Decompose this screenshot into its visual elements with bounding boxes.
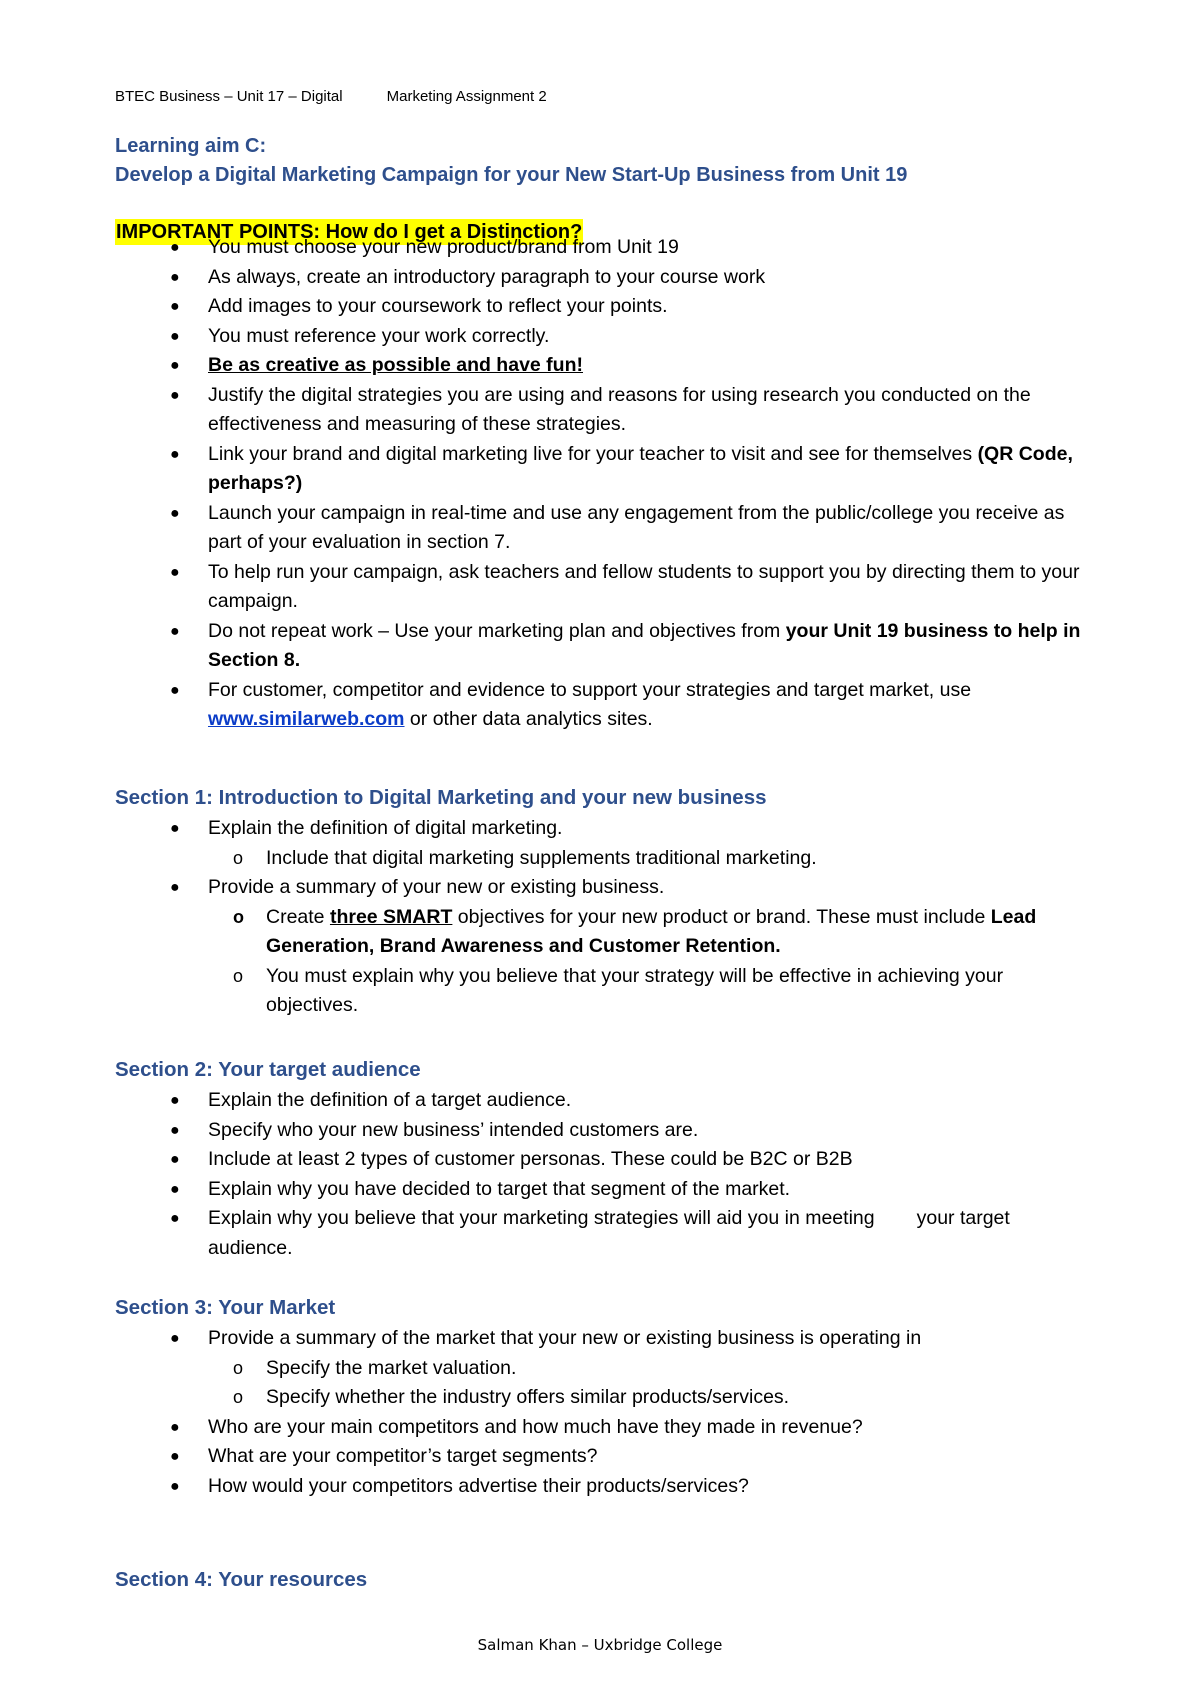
bullet-icon: ●	[170, 298, 180, 315]
bullet-icon: ●	[170, 1180, 180, 1198]
similarweb-link[interactable]: www.similarweb.com	[208, 708, 405, 730]
circle-bullet-icon: o	[233, 965, 244, 986]
section-3-list	[0, 1324, 1088, 1501]
sub-list-item: o Create three SMART objectives for your new product or brand. These must include Lead Generation, Brand Awareness and Customer Retention.	[0, 903, 1088, 962]
bullet-icon: ●	[170, 1210, 180, 1227]
important-points-heading: IMPORTANT POINTS: How do I get a Distinction?	[116, 221, 583, 243]
list-item: ● What are your competitor’s target segments?	[0, 1442, 1088, 1472]
learning-aim-title: Develop a Digital Marketing Campaign for your New Start-Up Business from Unit 19	[115, 164, 908, 186]
bullet-icon: ●	[170, 1092, 180, 1109]
list-item: ● Explain why you believe that your marketing strategies will aid you in meeting your target audience.	[0, 1204, 1088, 1263]
page-footer: Salman Khan – Uxbridge College	[477, 1636, 723, 1654]
list-item: ● Who are your main competitors and how much have they made in revenue?	[0, 1413, 1088, 1443]
bullet-icon: ●	[170, 1151, 180, 1168]
list-item: ● Provide a summary of your new or existing business.	[0, 873, 1088, 903]
list-item: ● Link your brand and digital marketing live for your teacher to visit and see for themselves (QR Code, perhaps?)	[0, 440, 1088, 499]
list-item: ● Explain the definition of digital marketing.	[0, 814, 1088, 844]
learning-aim-label: Learning aim C:	[115, 135, 267, 157]
sub-list-item: o Include that digital marketing supplements traditional marketing.	[0, 844, 1088, 874]
sub-list-item: o Specify whether the industry offers similar products/services.	[0, 1383, 1088, 1413]
bullet-icon: ●	[170, 239, 180, 256]
sub-list-item: o You must explain why you believe that your strategy will be effective in achieving your objectives.	[0, 962, 1088, 1021]
section-2-heading: Section 2: Your target audience	[115, 1058, 421, 1081]
bullet-icon: ●	[170, 622, 180, 640]
header-right: Marketing Assignment 2	[386, 88, 547, 105]
bullet-icon: ●	[170, 820, 180, 837]
emphasis-text: Be as creative as possible and have fun!	[208, 354, 583, 376]
list-item: ● Justify the digital strategies you are using and reasons for using research you conducted on the effectiveness and measuring of these strategies.	[0, 381, 1088, 440]
bullet-icon: ●	[170, 504, 180, 522]
list-item: ● Include at least 2 types of customer personas. These could be B2C or B2B	[0, 1145, 1088, 1175]
list-item: ● Explain the definition of a target audience.	[0, 1086, 1088, 1116]
important-points-list	[0, 233, 1088, 735]
section-1-list	[0, 814, 1088, 1021]
list-item: ● Launch your campaign in real-time and use any engagement from the public/college you receive as part of your evaluation in section 7.	[0, 499, 1088, 558]
bullet-icon: ●	[170, 445, 180, 463]
list-item: ● Provide a summary of the market that your new or existing business is operating in	[0, 1324, 1088, 1354]
section-4-heading: Section 4: Your resources	[115, 1568, 368, 1591]
list-item: ● Do not repeat work – Use your marketing plan and objectives from your Unit 19 business to help in Section 8.	[0, 617, 1088, 676]
bullet-icon: ●	[170, 1448, 180, 1465]
list-item: ● You must reference your work correctly.	[0, 322, 1088, 352]
bullet-icon: ●	[170, 268, 180, 286]
list-item: ● Add images to your coursework to reflect your points.	[0, 292, 1088, 322]
bullet-icon: ●	[170, 1330, 180, 1347]
list-item	[0, 351, 1088, 381]
bullet-icon: ●	[170, 357, 180, 374]
bullet-icon: ●	[170, 1477, 180, 1495]
list-item: ● To help run your campaign, ask teachers and fellow students to support you by directing them to your campaign.	[0, 558, 1088, 617]
list-item: ● For customer, competitor and evidence to support your strategies and target market, use www.similarweb.com or other data analytics sites.	[0, 676, 1088, 735]
header-left: BTEC Business – Unit 17 – Digital	[115, 88, 343, 105]
sub-list-item: o Specify the market valuation.	[0, 1354, 1088, 1384]
circle-bullet-icon: o	[233, 906, 244, 927]
list-item: ● You must choose your new product/brand from Unit 19	[0, 233, 1088, 263]
circle-bullet-icon: o	[233, 847, 244, 868]
circle-bullet-icon: o	[233, 1387, 244, 1407]
bullet-icon: ●	[170, 681, 180, 699]
bullet-icon: ●	[170, 879, 180, 896]
bullet-icon: ●	[170, 386, 180, 404]
bullet-icon: ●	[170, 1121, 180, 1139]
list-item: ● As always, create an introductory paragraph to your course work	[0, 263, 1088, 293]
list-item: ● Specify who your new business’ intended customers are.	[0, 1116, 1088, 1146]
learning-aim	[115, 132, 907, 190]
bullet-icon: ●	[170, 563, 180, 581]
list-item: ● Explain why you have decided to target that segment of the market.	[0, 1175, 1088, 1205]
section-1-heading: Section 1: Introduction to Digital Marketing and your new business	[115, 786, 767, 809]
circle-bullet-icon: o	[233, 1357, 244, 1378]
list-item: ● How would your competitors advertise their products/services?	[0, 1472, 1088, 1502]
page-header	[115, 88, 547, 105]
bullet-icon: ●	[170, 1418, 180, 1436]
bullet-icon: ●	[170, 327, 180, 345]
section-3-heading: Section 3: Your Market	[115, 1296, 336, 1319]
section-2-list	[0, 1086, 1088, 1263]
